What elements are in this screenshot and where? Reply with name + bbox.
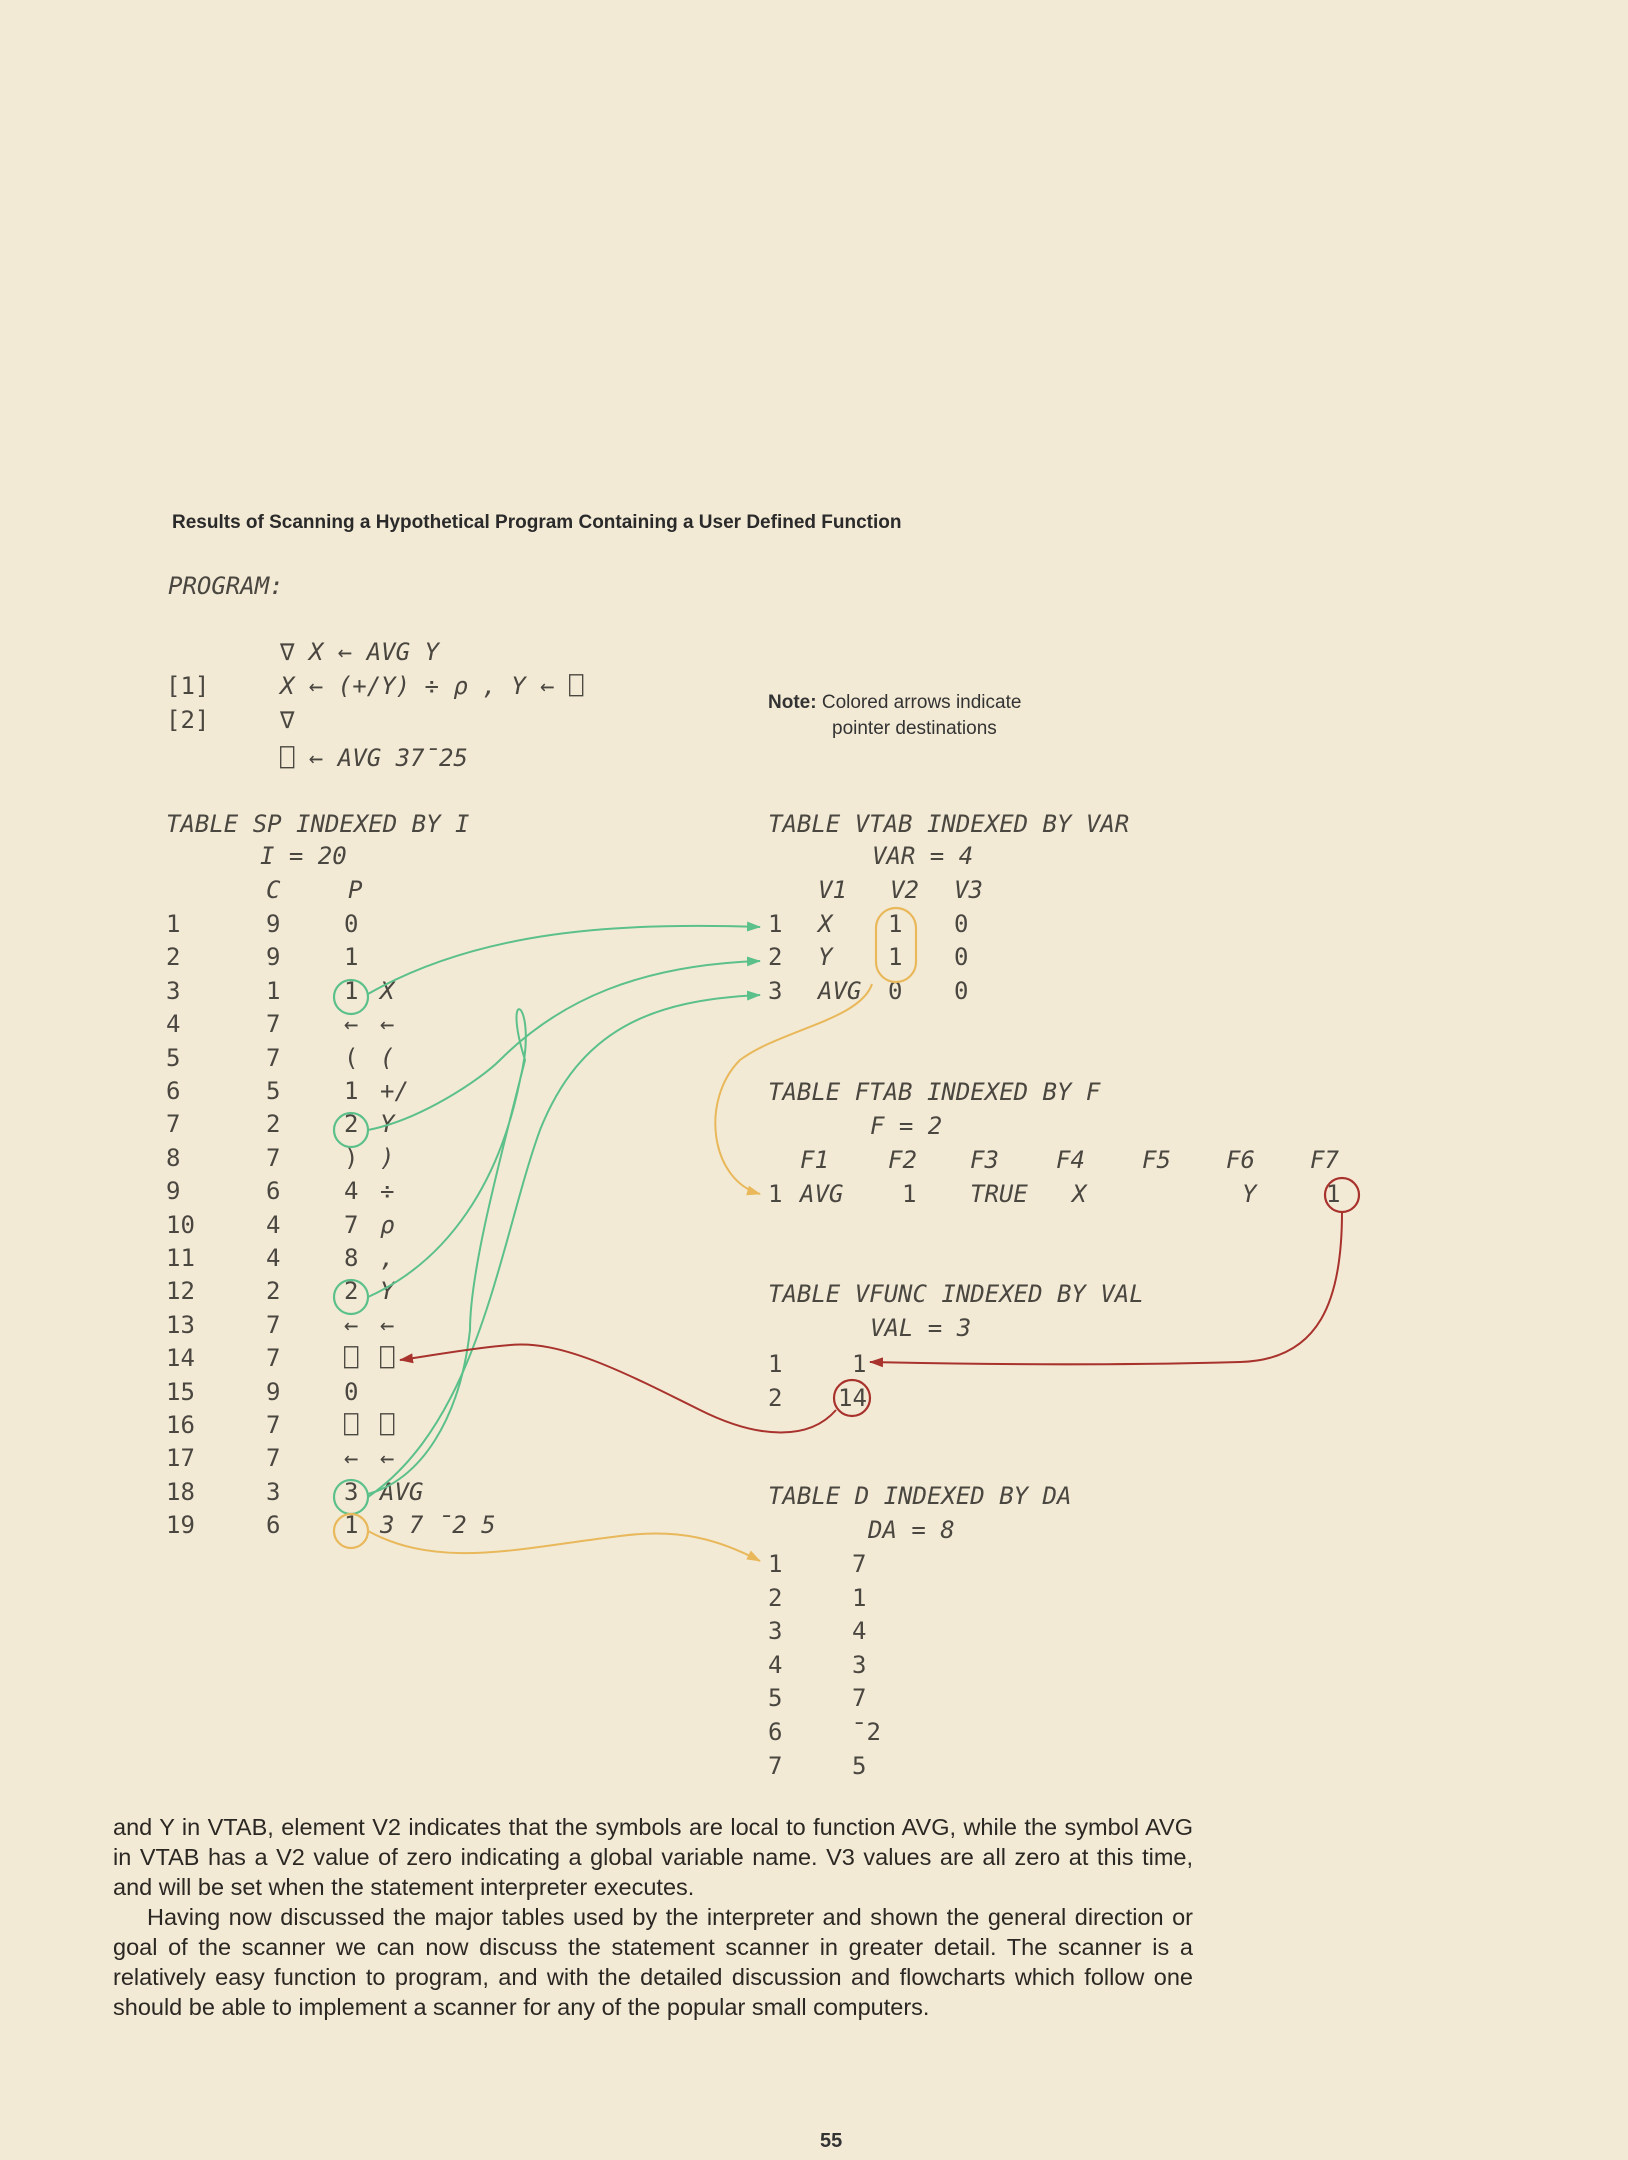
ftab-header-f4: F4 (1056, 1146, 1085, 1174)
sp-header-p: P (348, 876, 363, 904)
ftab-f7: 1 (1326, 1180, 1341, 1208)
sp-row-index: 19 (166, 1511, 195, 1540)
vtab-row-num: 2 (768, 943, 783, 972)
sp-row-c: 3 (266, 1477, 281, 1506)
ftab-header-f2: F2 (888, 1146, 917, 1174)
sp-row-c: 7 (266, 1143, 281, 1172)
ftab-f7-circle (1325, 1178, 1359, 1212)
arrow-sp7-to-vtab2 (368, 961, 760, 1130)
sp-row-index: 5 (166, 1043, 181, 1072)
sp-row-c: 9 (266, 1377, 281, 1406)
note-line2: pointer destinations (832, 718, 997, 739)
dtab-row-val: 7 (852, 1550, 867, 1578)
sp-row-value: +/ (380, 1077, 409, 1105)
sp-row-value: , (380, 1244, 395, 1272)
ftab-header-f6: F6 (1226, 1146, 1255, 1174)
arrow-ftab7-to-vfunc1 (870, 1212, 1342, 1364)
dtab-row-num: 1 (768, 1550, 783, 1578)
dtab-title: TABLE D INDEXED BY DA (768, 1482, 1072, 1510)
vtab-header-v2: V2 (890, 876, 919, 904)
sp-row-p: ) (344, 1143, 359, 1172)
sp-row-value: AVG (380, 1477, 424, 1506)
vfunc-row-1-num: 1 (768, 1350, 783, 1378)
dtab-row-val: 4 (852, 1617, 867, 1646)
sp-row-value: ⎕ (380, 1411, 395, 1439)
dtab-row-val: 7 (852, 1684, 867, 1713)
sp-row-c: 9 (266, 910, 281, 938)
ftab-header-f7: F7 (1310, 1146, 1339, 1174)
program-line-num-2: [2] (166, 706, 210, 734)
sp-row-value: ⎕ (380, 1344, 395, 1373)
ftab-header-f3: F3 (970, 1146, 999, 1174)
vfunc-count: VAL = 3 (870, 1314, 972, 1342)
sp-row-value: ← (380, 1010, 395, 1039)
vtab-count: VAR = 4 (872, 842, 974, 870)
sp-row-p: 2 (344, 1110, 359, 1139)
sp-row-p: 3 (344, 1477, 359, 1506)
vtab-row-v3: 0 (954, 943, 969, 972)
vtab-row-v2: 0 (888, 976, 903, 1005)
body-text (113, 1812, 1193, 2022)
dtab-row-val: 1 (852, 1583, 867, 1612)
sp-row-c: 7 (266, 1310, 281, 1339)
dtab-row-num: 2 (768, 1583, 783, 1612)
sp-row-p: ← (344, 1010, 359, 1039)
sp-circle-3 (334, 980, 368, 1014)
sp-row-value: X (380, 976, 395, 1005)
program-line-1: X ← (+/Y) ÷ ρ , Y ← ⎕ (280, 672, 584, 700)
sp-row-index: 12 (166, 1277, 195, 1306)
sp-row-p: 1 (344, 976, 359, 1005)
program-line-3: ⎕ ← AVG 37¯25 (280, 744, 468, 772)
vtab-row-v3: 0 (954, 976, 969, 1005)
sp-row-index: 1 (166, 910, 181, 938)
sp-row-c: 4 (266, 1210, 281, 1239)
vfunc-14-circle (834, 1380, 870, 1416)
vfunc-row-2-num: 2 (768, 1384, 783, 1412)
dtab-row-num: 4 (768, 1650, 783, 1679)
ftab-f1: AVG (800, 1180, 844, 1208)
vtab-row-v2: 1 (888, 943, 903, 972)
ftab-f4: X (1072, 1180, 1087, 1208)
vtab-row-v3: 0 (954, 910, 969, 938)
sp-row-c: 7 (266, 1043, 281, 1072)
sp-table-title: TABLE SP INDEXED BY I (166, 810, 470, 838)
sp-row-p: 1 (344, 943, 359, 972)
sp-row-index: 15 (166, 1377, 195, 1406)
sp-row-p: 0 (344, 1377, 359, 1406)
sp-row-p: ⎕ (344, 1411, 359, 1439)
ftab-row-num: 1 (768, 1180, 783, 1208)
sp-row-p: 8 (344, 1244, 359, 1272)
sp-row-index: 3 (166, 976, 181, 1005)
sp-row-p: 0 (344, 910, 359, 938)
page-number: 55 (820, 2130, 843, 2152)
sp-row-c: 1 (266, 976, 281, 1005)
sp-row-index: 6 (166, 1077, 181, 1105)
sp-row-p: 7 (344, 1210, 359, 1239)
sp-row-p: ← (344, 1310, 359, 1339)
sp-row-index: 11 (166, 1244, 195, 1272)
sp-row-c: 7 (266, 1444, 281, 1473)
sp-row-index: 7 (166, 1110, 181, 1139)
sp-row-c: 7 (266, 1344, 281, 1373)
sp-row-p: 1 (344, 1511, 359, 1540)
sp-row-p: ⎕ (344, 1344, 359, 1373)
sp-row-index: 10 (166, 1210, 195, 1239)
sp-row-p: ( (344, 1043, 359, 1072)
sp-row-c: 9 (266, 943, 281, 972)
sp-row-c: 2 (266, 1110, 281, 1139)
sp-row-value: ← (380, 1310, 395, 1339)
sp-row-value: ρ (380, 1210, 395, 1239)
sp-row-index: 13 (166, 1310, 195, 1339)
program-line-num-1: [1] (166, 672, 210, 700)
sp-row-index: 16 (166, 1411, 195, 1439)
sp-row-index: 17 (166, 1444, 195, 1473)
ftab-title: TABLE FTAB INDEXED BY F (768, 1078, 1101, 1106)
sp-header-c: C (266, 876, 281, 904)
arrow-sp19-to-d1 (368, 1531, 760, 1561)
vtab-row-v2: 1 (888, 910, 903, 938)
vtab-row-v1: Y (818, 943, 833, 972)
note-label: Note: (768, 692, 817, 713)
arrow-sp18-to-vtab3 (368, 995, 760, 1497)
sp-table-count: I = 20 (260, 842, 347, 870)
ftab-count: F = 2 (870, 1112, 943, 1140)
sp-row-c: 2 (266, 1277, 281, 1306)
sp-row-index: 4 (166, 1010, 181, 1039)
vfunc-row-2-val: 14 (838, 1384, 867, 1412)
vtab-header-v1: V1 (818, 876, 847, 904)
sp-row-c: 4 (266, 1244, 281, 1272)
sp-circle-18 (334, 1477, 368, 1514)
ftab-f6: Y (1242, 1180, 1257, 1208)
sp-row-value: ÷ (380, 1177, 395, 1206)
vfunc-row-1-val: 1 (852, 1350, 867, 1378)
sp-row-p: 2 (344, 1277, 359, 1306)
arrow-vtab3-to-ftab1 (715, 984, 872, 1194)
sp-row-c: 7 (266, 1010, 281, 1039)
ftab-f3: TRUE (970, 1180, 1028, 1208)
vtab-v2-circle (876, 908, 916, 982)
sp-row-c: 6 (266, 1511, 281, 1540)
sp-row-value: Y (380, 1110, 395, 1139)
body-paragraph-2: Having now discussed the major tables used by the interpreter and shown the general direction or goal of the scanner we can now discuss the statement scanner in greater detail. The scanner is a relatively easy function to program, and with the detailed discussion and flowcharts which follow one should be able to implement a scanner for any of the popular small computers. (113, 1904, 1193, 2020)
sp-circle-12 (334, 1280, 368, 1314)
sp-row-p: ← (344, 1444, 359, 1473)
vtab-row-num: 1 (768, 910, 783, 938)
sp-row-value: Y (380, 1277, 395, 1306)
vtab-title: TABLE VTAB INDEXED BY VAR (768, 810, 1130, 838)
dtab-count: DA = 8 (868, 1516, 955, 1544)
sp-row-c: 7 (266, 1411, 281, 1439)
program-line-2: ∇ (280, 706, 295, 734)
sp-row-c: 5 (266, 1077, 281, 1105)
dtab-row-val: 5 (852, 1751, 867, 1780)
vtab-row-v1: X (818, 910, 833, 938)
sp-row-index: 8 (166, 1143, 181, 1172)
vtab-header-v3: V3 (954, 876, 983, 904)
sp-row-value: ( (380, 1043, 395, 1072)
sp-row-c: 6 (266, 1177, 281, 1206)
ftab-header-f5: F5 (1142, 1146, 1171, 1174)
note-line1: Colored arrows indicate (821, 692, 1022, 713)
sp-row-value: 3 7 ¯2 5 (380, 1511, 496, 1540)
program-label: PROGRAM: (168, 572, 284, 600)
dtab-row-num: 6 (768, 1718, 783, 1746)
sp-circle-19 (334, 1514, 368, 1548)
vtab-row-num: 3 (768, 976, 783, 1005)
sp-row-index: 14 (166, 1344, 195, 1373)
body-paragraph-1: and Y in VTAB, element V2 indicates that the symbols are local to function AVG, while the symbol AVG in VTAB has a V2 value of zero indicating a global variable name. V3 values are all zero at this time, and will be set when the statement interpreter executes. (113, 1814, 1193, 1900)
arrow-sp2-to-vtab1 (368, 926, 760, 994)
dtab-row-val: 3 (852, 1650, 867, 1679)
sp-circle-7 (334, 1113, 368, 1147)
ftab-f2: 1 (902, 1180, 917, 1208)
figure-title: Results of Scanning a Hypothetical Program Containing a User Defined Function (172, 512, 902, 533)
sp-row-p: 4 (344, 1177, 359, 1206)
sp-row-p: 1 (344, 1077, 359, 1105)
program-line-0: ∇ X ← AVG Y (280, 638, 439, 666)
sp-row-value: ) (380, 1143, 395, 1172)
dtab-row-val: ¯2 (852, 1718, 881, 1746)
ftab-header-f1: F1 (800, 1146, 829, 1174)
sp-row-index: 9 (166, 1177, 181, 1206)
sp-row-index: 18 (166, 1477, 195, 1506)
sp-row-index: 2 (166, 943, 181, 972)
sp-row-value: ← (380, 1444, 395, 1473)
dtab-row-num: 7 (768, 1751, 783, 1780)
arrow-sp12-chain (368, 1009, 526, 1494)
vfunc-title: TABLE VFUNC INDEXED BY VAL (768, 1280, 1144, 1308)
vtab-row-v1: AVG (818, 976, 862, 1005)
dtab-row-num: 3 (768, 1617, 783, 1646)
dtab-row-num: 5 (768, 1684, 783, 1713)
